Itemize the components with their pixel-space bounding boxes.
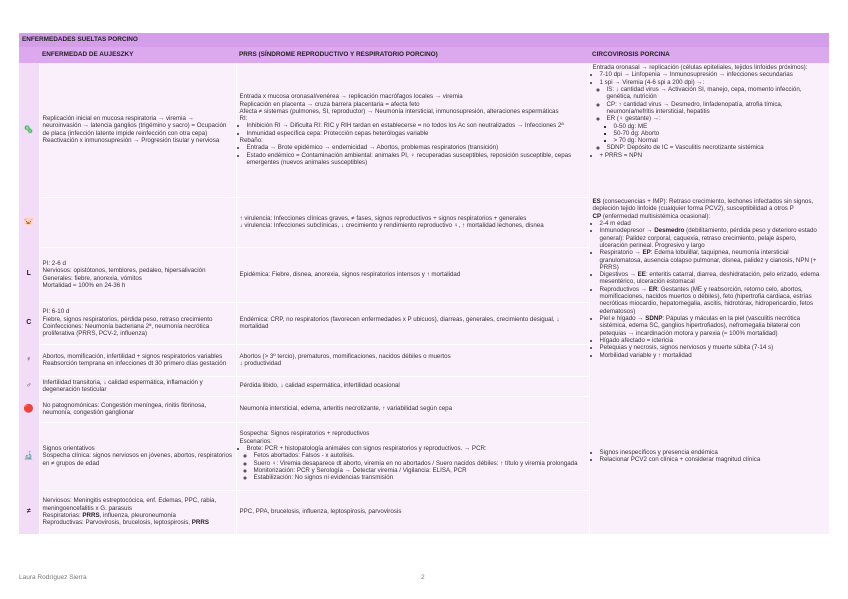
prrs-lesiones: Neumonía intersticial, edema, arteritis necrotizante, ↑ variabilidad según cepa xyxy=(236,396,589,422)
circo-patogenia: Entrada oronasal → replicación (células epiteliales, tejidos linfoides próximos): • 7-10 dpi → Linfopenia → Inmunosupresión → infecciones secundarias • 1 spi → Viremia (4-6 spi a 200 dpi) →: ◦ IS: ↓ cantidad virus → Activación SI, manejo, cepa, momento infección, genética, nutrición ◦ CP: ↑ cantidad virus → Desmedro, linfadenopatía, atrofia tímica, neumonía/nefritis intersticial, hepatitis ◦ ER (♀ gestante) →: ▪ 0-50 dg: ME ▪ 50-70 dg: Aborto ▪ > 70 dg: Normal ◦ SDNP: Depósito de IC = Vasculitis necrotizante sistémica • + PRRS = NPN xyxy=(589,63,829,197)
footer-author: Laura Rodríguez Sierra xyxy=(19,574,87,581)
aujeszky-hembras: Abortos, momificación, infertilidad + signos respiratorios variables Reabsorción temprana en infecciones dt 30 primero días gestación xyxy=(39,344,236,376)
female-icon: ♀ xyxy=(26,355,32,363)
prrs-patogenia: Entrada x mucosa oronasal/venérea → replicación macrófagos locales → viremia Replicación en placenta → cruza barrera placentaria = afecta feto Afecta ≠ sistemas (pulmones, SI, reproductor) → Neumonía intersticial, inmunosupresión, alteraciones espermáticas RI: • Inhibición RI → Dificulta RI: RIC y RIH tardan en establecerse = no todos los Ac son neutralizados → Infecciones 2ª • Inmunidad específica cepa: Protección cepas heterólogas variable Rebaño: • Entrada → Brote epidémico → endemicidad → Abortos, problemas respiratorios (transición) • Estado endémico = Contaminación ambiental: animales PI, ♀ recuperadas susceptibles, reposición susceptible, cepas emergentes (nuevos animales susceptibles) xyxy=(236,63,589,197)
aujeszky-diagnostico: Signos orientativos Sospecha clínica: signos nerviosos en jóvenes, abortos, respiratorios en ≠ grupos de edad xyxy=(39,422,236,490)
aujeszky-machos: Infertilidad transitoria, ↓ calidad espermática, inflamación y degeneración testicular xyxy=(39,376,236,396)
lesion-icon: 🔴 xyxy=(23,403,34,413)
page-title: ENFERMEDADES SUELTAS PORCINO xyxy=(19,33,829,47)
list-item: • 2-4 m edad xyxy=(600,220,827,227)
prrs-hembras: Abortos (> 3º tercio), prematuros, momificaciones, nacidos débiles o muertos ↓ productividad xyxy=(236,344,589,376)
list-item: • Respiratorio → EP: Edema lobulillar, taquipnea, neumonía intersticial granulomatosa, ausencia colapso pulmonar, disnea, palidez y cianosis, NPN (+ PRRS) xyxy=(600,249,827,271)
fattening-label-icon: C xyxy=(26,318,32,326)
circo-diagnostico: • Signos inespecíficos y presencia endémica • Relacionar PCV2 con clínica + considerar magnitud clínica xyxy=(589,422,829,490)
list-item: • Morbilidad variable y ↑ mortalidad xyxy=(600,352,827,359)
male-icon: ♂ xyxy=(26,381,32,389)
column-header-aujeszky: ENFERMEDAD DE AUJESZKY xyxy=(39,47,236,63)
piglet-label-icon: L xyxy=(26,270,31,278)
column-header-circo: CIRCOVIROSIS PORCINA xyxy=(589,47,829,63)
row-diagnostico xyxy=(19,422,829,490)
prrs-diferencial: PPC, PPA, brucelosis, influenza, leptospirosis, parvovirosis xyxy=(236,490,589,534)
row-icon-diferencial xyxy=(19,490,39,534)
row-icon-hembras xyxy=(19,344,39,376)
list-item: • Digestivos → EE: enteritis catarral, diarrea, deshidratación, pelo erizado, edema mesentérico, ulceración estomacal xyxy=(600,271,827,286)
row-icon-lesiones xyxy=(19,396,39,422)
circo-cuadro: ES (consecuencias + IMP): Retraso crecimiento, lechones infectados sin signos, depleción tejido linfoide (cualquier forma PCV2), susceptibilidad a otros P CP (enfermedad multisistémica ocasional): • 2-4 m edad • Inmunodepresor → Desmedro (debilitamiento, pérdida peso y deterioro estado general): Palidez corporal, caquexia, retraso crecimiento, pelaje áspero, ulceración perineal. Progresivo y largo • Respiratorio → EP: Edema lobulillar, taquipnea, neumonía intersticial granulomatosa, ausencia colapso pulmonar, disnea, palidez y cianosis, NPN (+ PRRS) • Digestivos → EE: enteritis catarral, diarrea, deshidratación, pelo erizado, edema mesentérico, ulceración estomacal • Reproductivos → ER: Gestantes (ME y reabsorción, retorno celo, abortos, momificaciones, nacidos muertos o débiles), feto (hipertrofia cardiaca, estrías necróticas miocardio, hepatomegalia, ascitis, hidrotórax, hidropericardio, fetos edematosos) • Piel e hígado → SDNP: Pápulas y máculas en la piel (vasculitis necrótica sistémica, edema SC, ganglios hipertrofiados), nefromegalia bilateral con petequias → incardinación motora y parexia (≈ 100% mortalidad) • Hígado afectado = ictericia • Petequias y necrosis, signos nerviosos y muerte súbita (7-14 s) • Morbilidad variable y ↑ mortalidad xyxy=(589,197,829,422)
prrs-machos: Pérdida libido, ↓ calidad espermática, infertilidad ocasional xyxy=(236,376,589,396)
row-icon-cuadro xyxy=(19,197,39,247)
prrs-cuadro: ↑ virulencia: Infecciones clínicas graves, ≠ fases, signos reproductivos + signos respiratorios + generales ↓ virulencia: Infecciones subclínicas, ↓ crecimiento y rendimiento reproductivo ♀, ↑ mortalidad lechones, disnea xyxy=(236,197,589,247)
title-row xyxy=(19,33,829,47)
microscope-icon: 🔬 xyxy=(23,450,34,460)
row-icon-patogenia xyxy=(19,63,39,197)
aujeszky-diferencial: Nerviosos: Meningitis estreptocócica, enf. Edemas, PPC, rabia, meningoencefalitis x G. parasuis Respiratorias: PRRS, influenza, pleuroneumonía Reproductivas: Parvovirosis, brucelosis, leptospirosis, PRRS xyxy=(39,490,236,534)
list-item: • Inmunodepresor → Desmedro (debilitamiento, pérdida peso y deterioro estado general): Palidez corporal, caquexia, retraso crecimiento, pelaje áspero, ulceración perineal. Progresivo y largo xyxy=(600,227,827,249)
aujeszky-lechones: PI: 2-6 d Nerviosos: opistótonos, temblores, pedaleo, hipersalivación Generales: fiebre, anorexia, vómitos Mortalidad ≈ 100% en 24-36 h xyxy=(39,247,236,302)
circo-cp-list xyxy=(593,220,827,359)
header-gutter xyxy=(19,47,39,63)
aujeszky-patogenia: Replicación inicial en mucosa respiratoria → viremia → neuroinvasión → latencia ganglios (trigémino y sacro) = Ocupación de placa (infección latente impide reinfección con otra cepa) Reactivación x inmunosupresión → Progresión tisular y nerviosa xyxy=(39,63,236,197)
column-header-row xyxy=(19,47,829,63)
row-icon-machos xyxy=(19,376,39,396)
list-item: • Petequias y necrosis, signos nerviosos y muerte súbita (7-14 s) xyxy=(600,344,827,351)
prrs-lechones: Epidémica: Fiebre, disnea, anorexia, signos respiratorios intensos y ↑ mortalidad xyxy=(236,247,589,302)
column-header-prrs: PRRS (SÍNDROME REPRODUCTIVO Y RESPIRATORIO PORCINO) xyxy=(236,47,589,63)
row-diferencial xyxy=(19,490,829,534)
row-icon-diagnostico xyxy=(19,422,39,490)
disease-table xyxy=(19,33,829,535)
list-item: • Hígado afectado = ictericia xyxy=(600,337,827,344)
circo-diferencial xyxy=(589,490,829,534)
aujeszky-cuadro xyxy=(39,197,236,247)
aujeszky-cebo: PI: 6-10 d Fiebre, signos respiratorios, pérdida peso, retraso crecimiento Coinfecciones: Neumonía bacteriana 2ª, neumonía necrótica proliferativa (PRRS, PCV-2, influenza) xyxy=(39,302,236,344)
row-icon-cebo xyxy=(19,302,39,344)
pig-icon: 🐷 xyxy=(23,216,34,226)
list-item: • Reproductivos → ER: Gestantes (ME y reabsorción, retorno celo, abortos, momificaciones, nacidos muertos o débiles), feto (hipertrofia cardiaca, estrías necróticas miocardio, hepatomegalia, ascitis, hidrotórax, hidropericardio, fetos edematosos) xyxy=(600,286,827,315)
page-number: 2 xyxy=(421,574,425,581)
row-patogenia xyxy=(19,63,829,197)
prrs-diagnostico: Sospecha: Signos respiratorios + reproductivos Escenarios: • Brote: PCR + histopatología animales con signos respiratorios y reproductivos. → PCR: ◦ Fetos abortados: Falsos - x autolisis. ◦ Suero ♀: Viremia desaparece dt aborto, viremia en no abortados / Suero nacidos débiles: ↑ título y viremia prolongada ◦ Monitorización: PCR y Serología → Detectar viremia / Vigilancia: ELISA, PCR ◦ Estabilización: No signos ni evidencias transmisión xyxy=(236,422,589,490)
row-icon-lechones xyxy=(19,247,39,302)
list-item: • Piel e hígado → SDNP: Pápulas y máculas en la piel (vasculitis necrótica sistémica, edema SC, ganglios hipertrofiados), nefromegalia bilateral con petequias → incardinación motora y parexia (≈ 100% mortalidad) xyxy=(600,315,827,337)
not-equal-icon: ≠ xyxy=(26,507,31,515)
prrs-cebo: Endémica: CRP, no respiratorios (favorecen enfermedades x P ubicuos), diarreas, generales, crecimiento desigual, ↓ mortalidad xyxy=(236,302,589,344)
aujeszky-lesiones: No patognomónicas: Congestión meníngea, rinitis fibrinosa, neumonía, congestión ganglionar xyxy=(39,396,236,422)
row-cuadro xyxy=(19,197,829,247)
bacteria-icon: 🦠 xyxy=(23,124,34,134)
